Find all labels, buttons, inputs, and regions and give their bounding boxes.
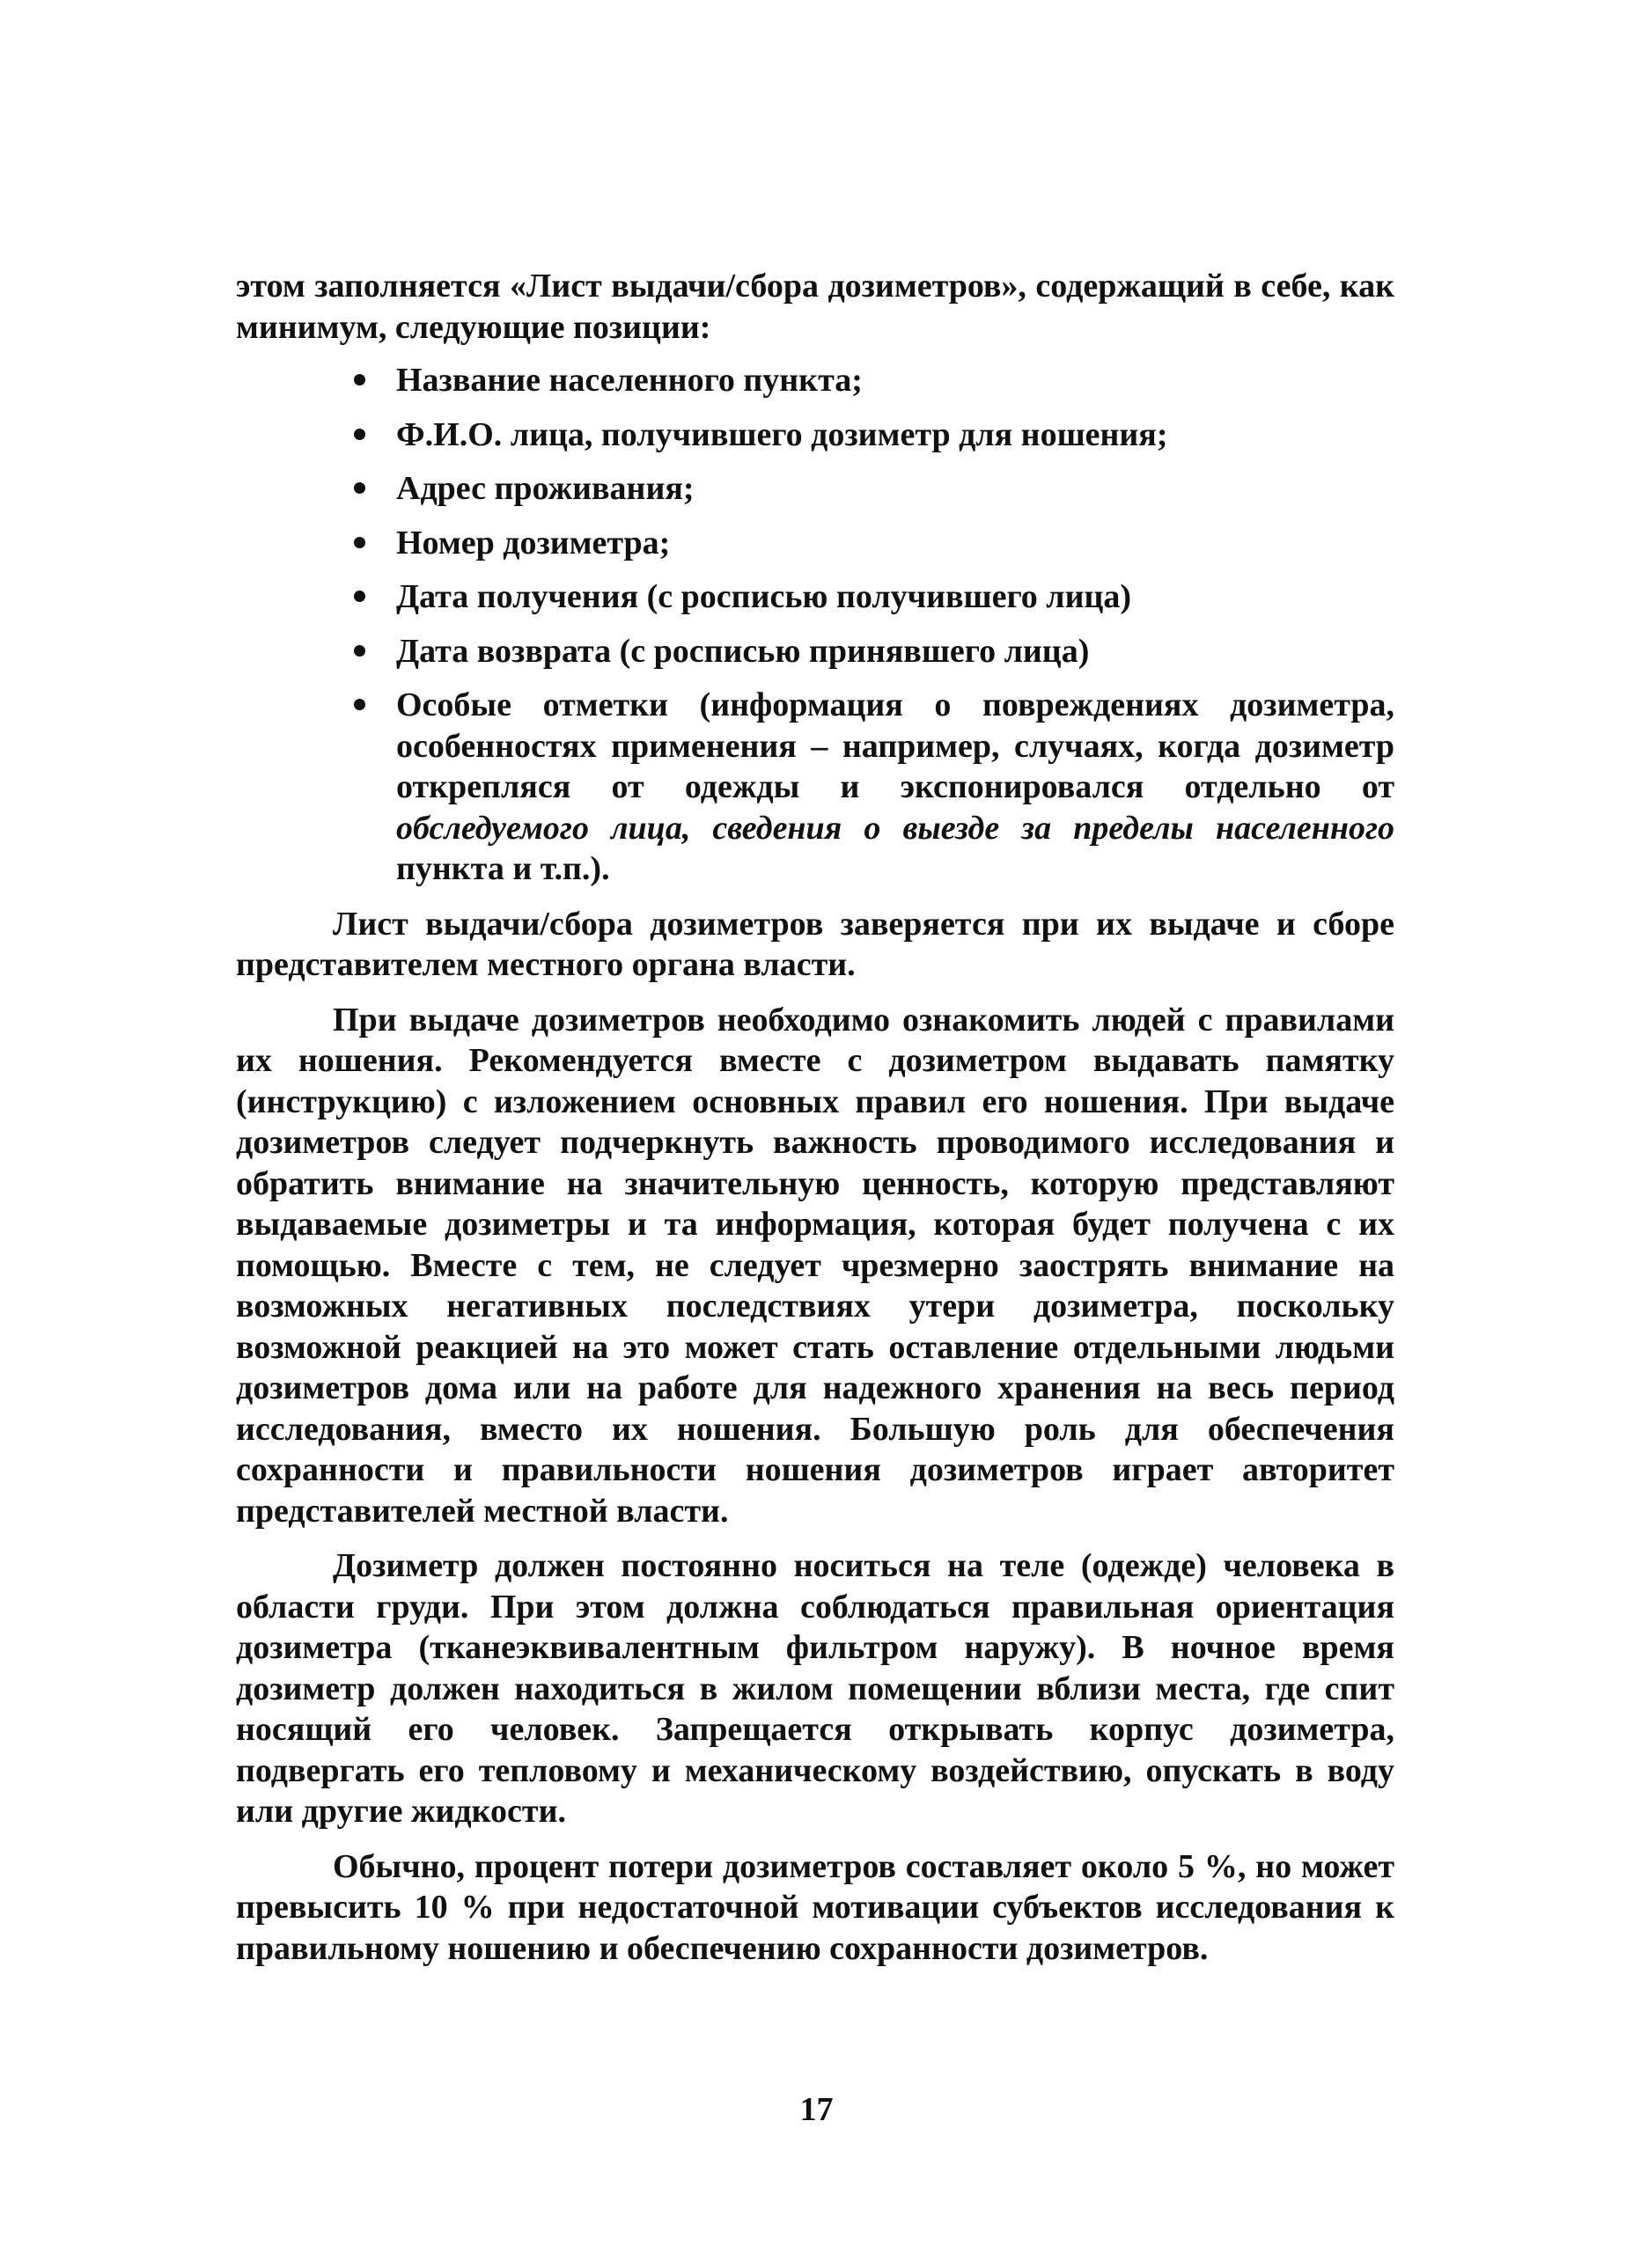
paragraph-wearing-rules: Дозиметр должен постоянно носиться на теле (одежде) человека в области груди. При этом должна соблюдаться правильная ориентация дозиметра (тканеэквивалентным фильтром наружу). В ночное время дозиметр должен находиться в жилом помещении вблизи места, где спит носящий его человек. Запрещается открывать корпус дозиметра, подвергать его тепловому и механическому воздействию, опускать в воду или другие жидкости. — [236, 1547, 1394, 1830]
intro-paragraph: этом заполняется «Лист выдачи/сбора дозиметров», содержащий в себе, как минимум, следующие позиции: — [236, 268, 1394, 346]
list-item-text: Название населенного пункта; — [396, 362, 863, 399]
bullet-icon — [354, 429, 365, 440]
page-body — [236, 266, 1394, 1969]
bullet-icon — [354, 645, 365, 657]
paragraph-loss-rate: Обычно, процент потери дозиметров составляет около 5 %, но может превысить 10 % при недостаточной мотивации субъектов исследования к правильному ношению и обеспечению сохранности дозиметров. — [236, 1847, 1394, 1967]
page-number: 17 — [799, 2091, 834, 2128]
positions-list — [236, 360, 1394, 890]
bullet-icon — [354, 482, 365, 494]
list-item — [236, 360, 1394, 401]
bullet-icon — [354, 699, 365, 710]
list-item-text: Номер дозиметра; — [396, 524, 671, 561]
bullet-icon — [354, 374, 365, 385]
list-item-special-marks — [236, 685, 1394, 890]
special-marks-tail-text: пункта и т.п.). — [396, 850, 610, 887]
list-item-text: Адрес проживания; — [396, 470, 695, 507]
bullet-icon — [354, 537, 365, 548]
list-item-text: Дата получения (с росписью получившего лица) — [396, 578, 1132, 615]
list-item — [236, 468, 1394, 510]
list-item-text: Ф.И.О. лица, получившего дозиметр для ношения; — [396, 415, 1168, 453]
special-marks-text: Особые отметки (информация о повреждениях дозиметра, особенностях применения – например, случаях, когда дозиметр открепляся от одежды и экспонировался отдельно от — [396, 686, 1394, 805]
paragraph-issuing-rules: При выдаче дозиметров необходимо ознакомить людей с правилами их ношения. Рекомендуется вместе с дозиметром выдавать памятку (инструкцию) с изложением основных правил его ношения. При выдаче дозиметров следует подчеркнуть важность проводимого исследования и обратить внимание на значительную ценность, которую представляют выдаваемые дозиметры и та информация, которая будет получена с их помощью. Вместе с тем, не следует чрезмерно заострять внимание на возможных негативных последствиях утери дозиметра, поскольку возможной реакцией на это может стать оставление отдельными людьми дозиметров дома или на работе для надежного хранения на весь период исследования, вместо их ношения. Большую роль для обеспечения сохранности и правильности ношения дозиметров играет авторитет представителей местной власти. — [236, 1001, 1394, 1530]
paragraph-certification: Лист выдачи/сбора дозиметров заверяется при их выдаче и сборе представителем местного органа власти. — [236, 905, 1394, 983]
list-item — [236, 576, 1394, 618]
list-item — [236, 523, 1394, 564]
list-item-text — [396, 685, 1394, 890]
list-item — [236, 631, 1394, 672]
bullet-icon — [354, 591, 365, 602]
special-marks-italic-text: обследуемого лица, сведения о выезде за пределы населенного — [396, 809, 1394, 847]
list-item — [236, 415, 1394, 456]
list-item-text: Дата возврата (с росписью принявшего лица) — [396, 632, 1090, 670]
